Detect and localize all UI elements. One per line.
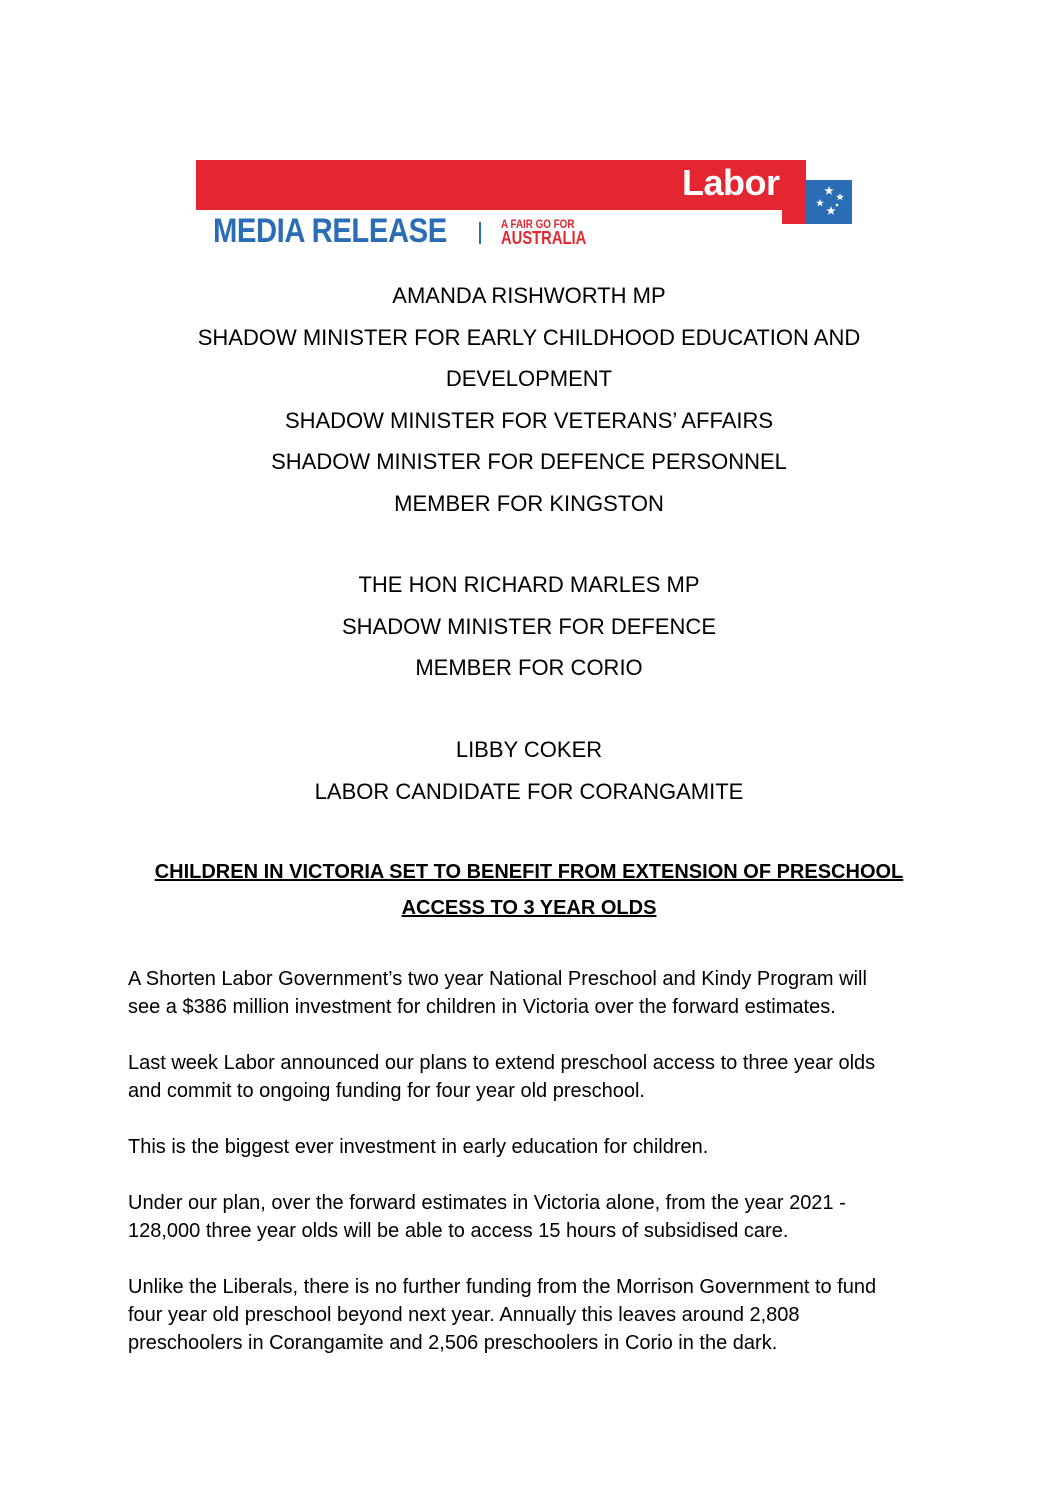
- banner-tagline: [501, 218, 586, 247]
- headline-line: CHILDREN IN VICTORIA SET TO BENEFIT FROM EXTENSION OF PRESCHOOL: [154, 861, 904, 883]
- banner-divider: [479, 222, 481, 244]
- labor-logo-word: Labor: [682, 162, 780, 203]
- author-block-marles: [0, 564, 1058, 689]
- body-line: preschoolers in Corangamite and 2,506 preschoolers in Corio in the dark.: [128, 1332, 778, 1354]
- media-release-banner: [196, 160, 852, 250]
- body-paragraph: [128, 965, 938, 1021]
- author-title: SHADOW MINISTER FOR DEFENCE PERSONNEL: [271, 449, 787, 474]
- media-release-title: MEDIA RELEASE: [213, 212, 447, 250]
- author-title: LABOR CANDIDATE FOR CORANGAMITE: [314, 778, 744, 804]
- author-title: MEMBER FOR CORIO: [415, 655, 643, 680]
- banner-red-tab: [782, 160, 806, 224]
- body-line: and commit to ongoing funding for four year old preschool.: [128, 1080, 645, 1102]
- author-title: SHADOW MINISTER FOR DEFENCE: [341, 613, 716, 639]
- author-block-coker: [0, 729, 1058, 812]
- release-headline: [0, 854, 1058, 926]
- body-line: This is the biggest ever investment in early education for children.: [128, 1136, 709, 1158]
- body-line: Under our plan, over the forward estimates in Victoria alone, from the year 2021 -: [128, 1192, 846, 1214]
- tagline-line-1: A FAIR GO FOR: [501, 217, 575, 231]
- author-title: SHADOW MINISTER FOR VETERANS’ AFFAIRS: [284, 407, 774, 433]
- author-title: DEVELOPMENT: [445, 366, 613, 391]
- body-paragraph: [128, 1049, 938, 1105]
- body-paragraph: [128, 1133, 938, 1161]
- author-block-rishworth: [0, 275, 1058, 524]
- body-line: A Shorten Labor Government’s two year National Preschool and Kindy Program will: [128, 968, 867, 990]
- author-name: LIBBY COKER: [455, 737, 603, 762]
- body-line: Unlike the Liberals, there is no further funding from the Morrison Government to fund: [128, 1276, 877, 1298]
- body-paragraph: [128, 1189, 938, 1245]
- southern-cross-stars-icon: [806, 180, 852, 224]
- body-line: four year old preschool beyond next year. Annually this leaves around 2,808: [128, 1304, 800, 1326]
- author-name: AMANDA RISHWORTH MP: [392, 283, 666, 308]
- body-line: see a $386 million investment for children in Victoria over the forward estimates.: [128, 996, 836, 1018]
- author-title: MEMBER FOR KINGSTON: [394, 490, 664, 516]
- tagline-line-2: AUSTRALIA: [501, 228, 587, 248]
- headline-line: ACCESS TO 3 YEAR OLDS: [401, 897, 657, 919]
- body-paragraph: [128, 1273, 938, 1357]
- author-name: THE HON RICHARD MARLES MP: [358, 572, 700, 597]
- body-line: 128,000 three year olds will be able to access 15 hours of subsidised care.: [128, 1220, 789, 1242]
- author-title: SHADOW MINISTER FOR EARLY CHILDHOOD EDUCATION AND: [197, 324, 861, 350]
- body-line: Last week Labor announced our plans to extend preschool access to three year olds: [128, 1052, 876, 1074]
- release-body: [128, 965, 938, 1385]
